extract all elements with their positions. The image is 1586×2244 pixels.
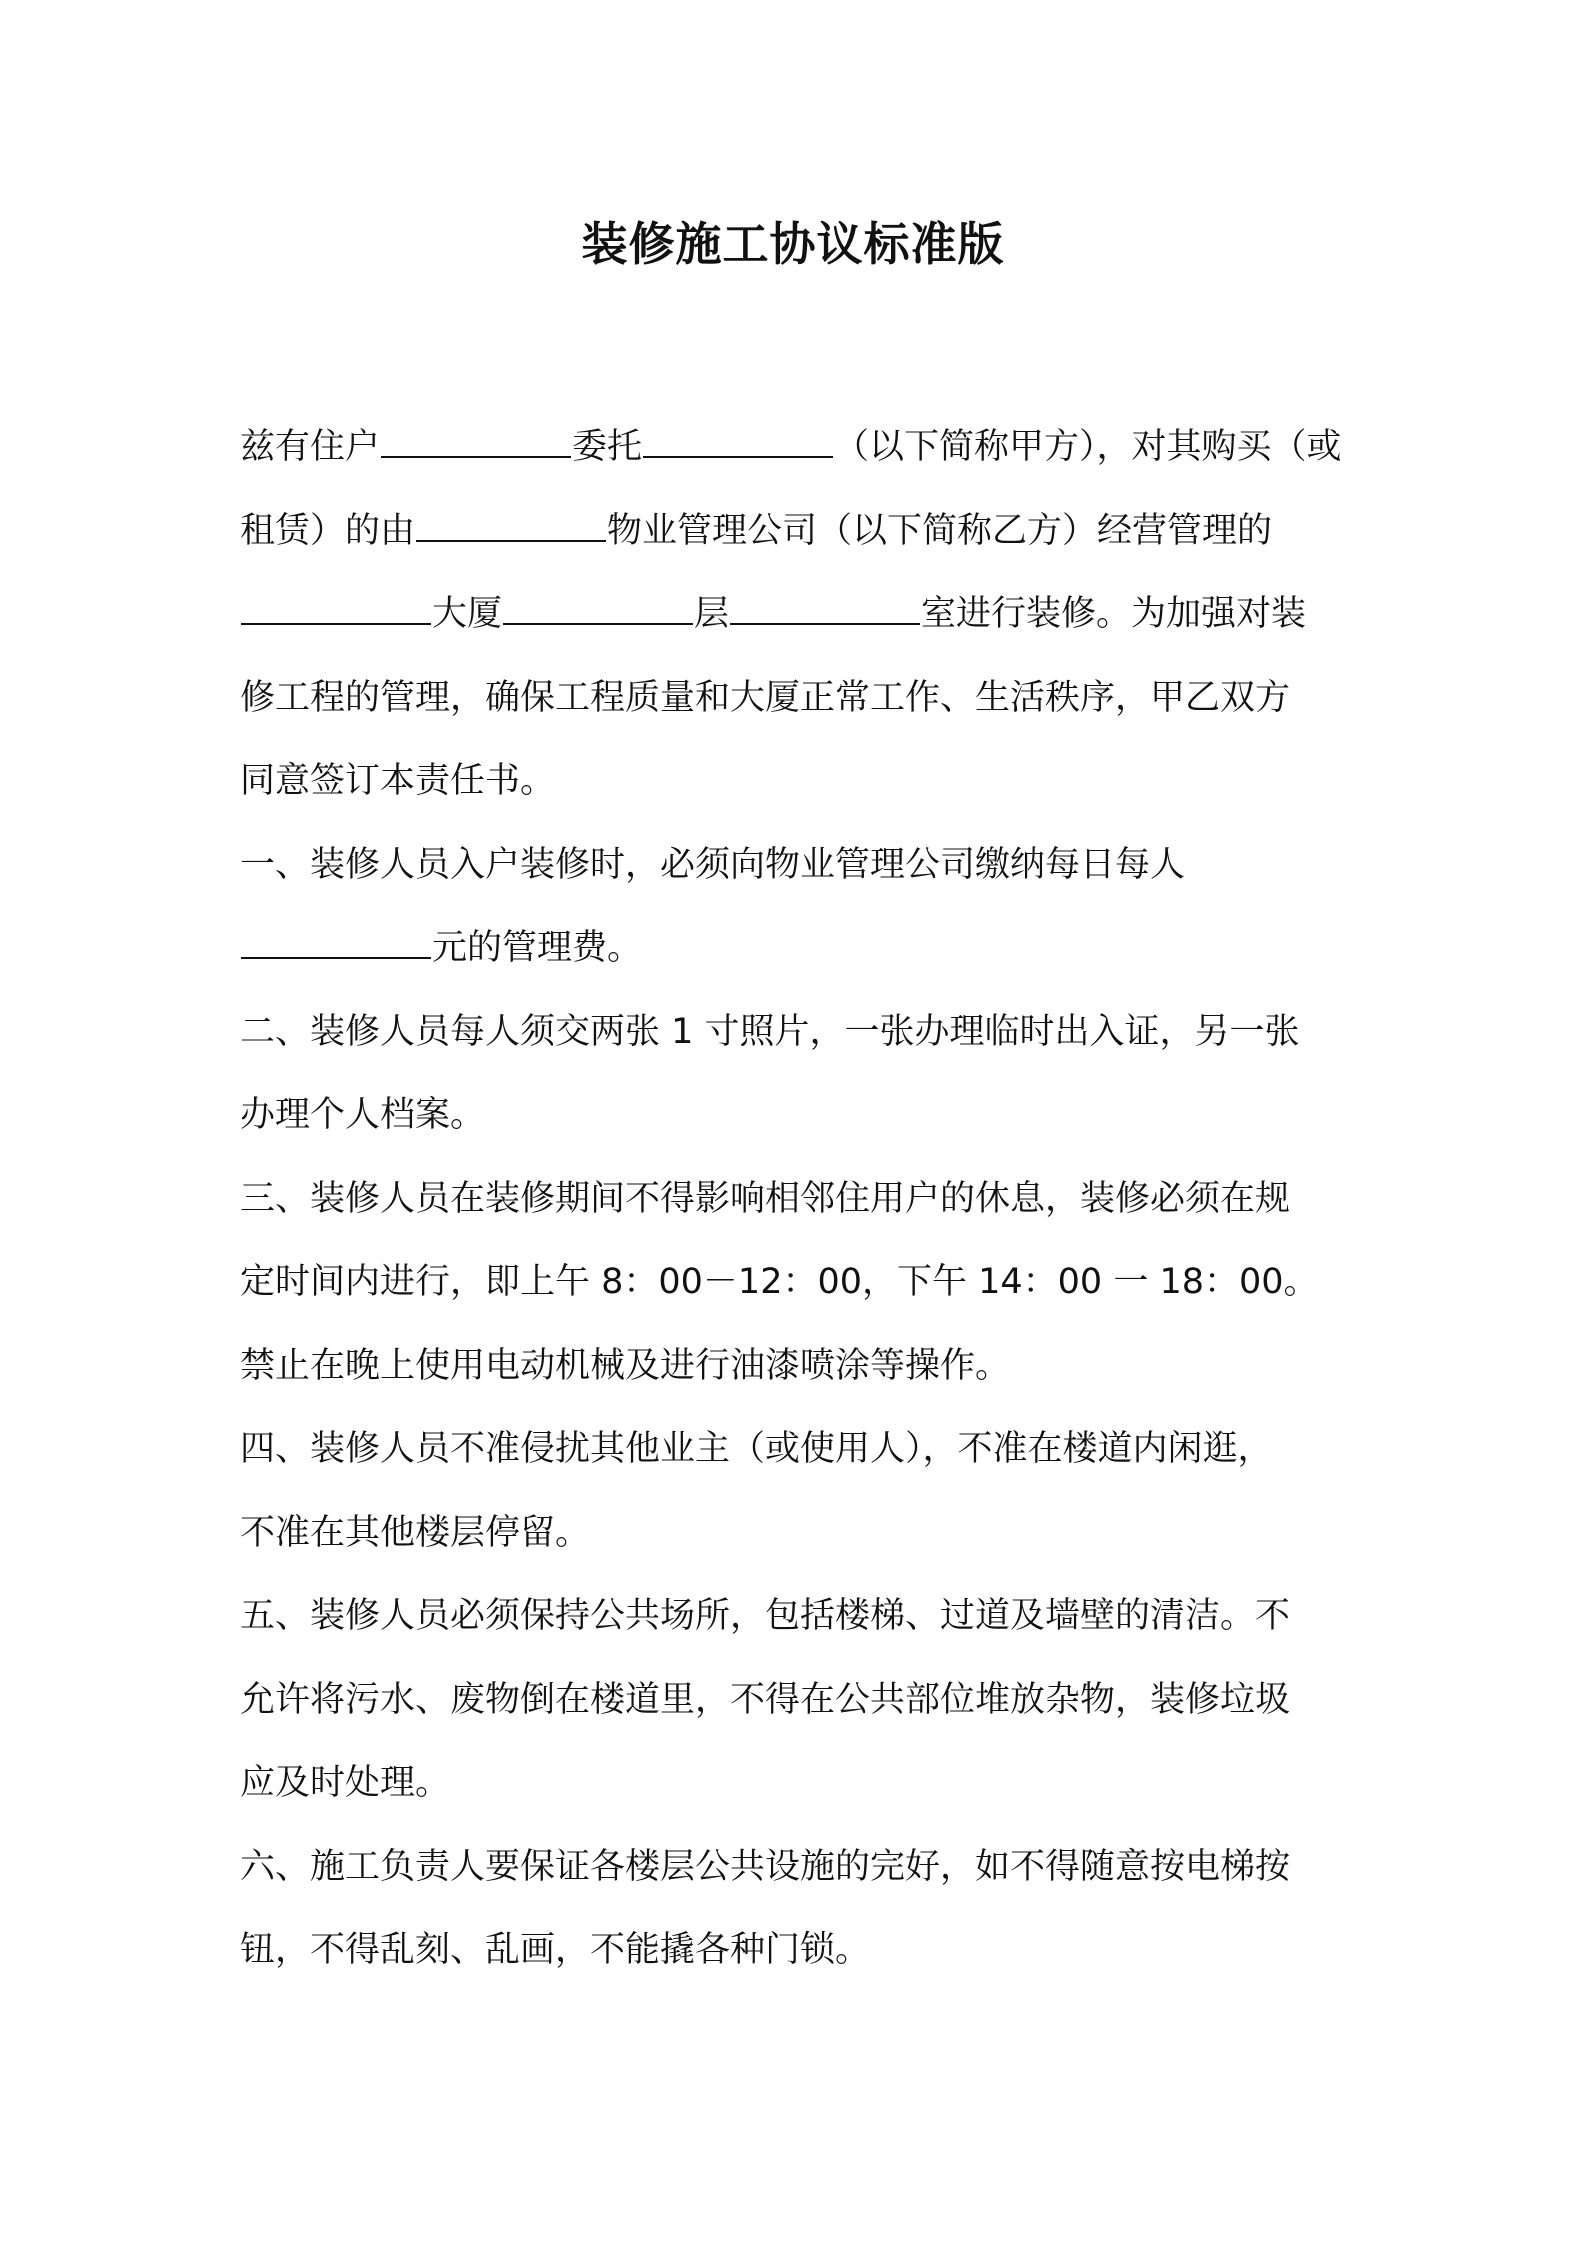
fill-blank[interactable]: [503, 583, 693, 625]
line-16: 允许将污水、废物倒在楼道里，不得在公共部位堆放杂物，装修垃圾: [240, 1679, 1291, 1720]
fill-blank[interactable]: [381, 416, 571, 458]
line-13: 四、装修人员不准侵扰其他业主（或使用人），不准在楼道内闲逛，: [240, 1429, 1273, 1469]
document-body: [240, 406, 1355, 1993]
document-title: 装修施工协议标准版: [581, 217, 1005, 271]
line-5: 同意签订本责任书。: [240, 761, 556, 801]
line-4: 修工程的管理，确保工程质量和大厦正常工作、生活秩序，甲乙双方: [240, 677, 1291, 718]
line-15: 五、装修人员必须保持公共场所，包括楼梯、过道及墙壁的清洁。不: [240, 1596, 1291, 1636]
line-3: 大厦 层 室进行装修。为加强对装: [240, 573, 1355, 657]
line-10: 三、装修人员在装修期间不得影响相邻住用户的休息，装修必须在规: [240, 1178, 1291, 1219]
fill-blank[interactable]: [241, 917, 431, 959]
fill-blank[interactable]: [643, 416, 833, 458]
fill-blank[interactable]: [416, 500, 606, 542]
line-2: 租赁）的由 物业管理公司（以下简称乙方）经营管理的: [240, 490, 1355, 574]
line-8: 二、装修人员每人须交两张 1 寸照片，一张办理临时出入证，另一张: [240, 1011, 1300, 1052]
line-11: 定时间内进行，即上午 8：00－12：00，下午 14：00 一 18：00。: [240, 1262, 1319, 1302]
line-19: 钮，不得乱刻、乱画，不能撬各种门锁。: [240, 1930, 871, 1970]
fill-blank[interactable]: [730, 583, 920, 625]
line-18: 六、施工负责人要保证各楼层公共设施的完好，如不得随意按电梯按: [240, 1846, 1291, 1887]
fill-blank[interactable]: [241, 583, 431, 625]
line-7: 元的管理费。: [240, 907, 1355, 991]
line-14: 不准在其他楼层停留。: [240, 1512, 591, 1553]
line-1: 兹有住户 委托 （以下简称甲方），对其购买（或: [240, 406, 1355, 490]
line-17: 应及时处理。: [240, 1763, 451, 1803]
line-9: 办理个人档案。: [240, 1095, 486, 1135]
line-12: 禁止在晚上使用电动机械及进行油漆喷涂等操作。: [240, 1345, 1011, 1386]
line-6: 一、装修人员入户装修时，必须向物业管理公司缴纳每日每人: [240, 844, 1186, 885]
